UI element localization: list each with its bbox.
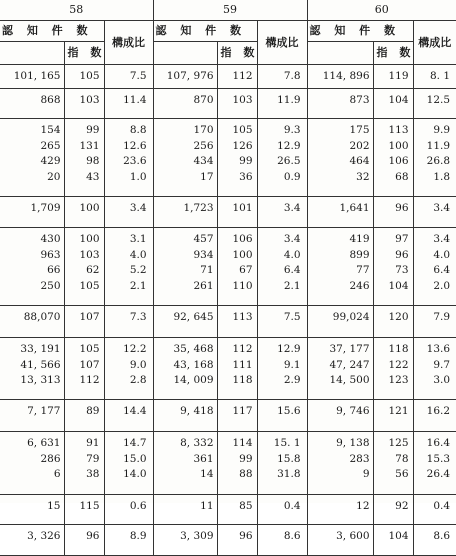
index-cell: 101 xyxy=(217,197,257,228)
data-row-group xyxy=(0,432,456,495)
count-cell: 1,641 xyxy=(307,197,373,228)
index-cell: 96 xyxy=(64,525,104,556)
ratio-cell: 14.7 15.0 14.0 xyxy=(104,432,153,495)
count-column-header: 認 知 件 数 xyxy=(153,21,257,42)
ratio-cell: 3.4 xyxy=(413,197,456,228)
count-cell: 3, 309 xyxy=(153,525,217,556)
index-cell: 100 103 62 105 xyxy=(64,228,104,306)
ratio-cell: 0.4 xyxy=(413,495,456,525)
count-cell: 175 202 464 32 xyxy=(307,119,373,197)
count-cell: 9, 138 283 9 xyxy=(307,432,373,495)
index-cell: 103 xyxy=(217,89,257,119)
ratio-cell: 7.5 xyxy=(257,306,307,338)
data-row-group xyxy=(0,197,456,228)
ratio-cell: 15. 1 15.8 31.8 xyxy=(257,432,307,495)
index-cell: 112 xyxy=(217,65,257,89)
ratio-cell: 15.6 xyxy=(257,400,307,432)
ratio-cell: 8.9 xyxy=(104,525,153,556)
index-cell: 115 xyxy=(64,495,104,525)
count-cell: 15 xyxy=(47,500,61,512)
year-header-58: 58 xyxy=(69,3,84,17)
year-header-60: 60 xyxy=(307,0,456,21)
ratio-cell: 9.9 11.9 26.8 1.8 xyxy=(413,119,456,197)
count-cell: 3, 326 xyxy=(27,530,61,542)
count-cell: 101, 165 xyxy=(13,70,61,82)
ratio-cell: 12.9 9.1 2.9 xyxy=(257,338,307,400)
data-row-group xyxy=(0,338,456,400)
index-cell: 89 xyxy=(64,400,104,432)
index-cell: 114 99 88 xyxy=(217,432,257,495)
count-cell: 92, 645 xyxy=(153,306,217,338)
ratio-cell: 14.4 xyxy=(104,400,153,432)
count-cell: 99,024 xyxy=(307,306,373,338)
index-cell: 104 xyxy=(373,89,413,119)
index-cell: 99 131 98 43 xyxy=(64,119,104,197)
count-cell: 107, 976 xyxy=(153,65,217,89)
ratio-cell: 7.5 xyxy=(104,65,153,89)
index-cell: 125 78 56 xyxy=(373,432,413,495)
ratio-cell: 12.5 xyxy=(413,89,456,119)
index-cell: 105 107 112 xyxy=(64,338,104,400)
index-cell: 96 xyxy=(217,525,257,556)
index-cell: 107 xyxy=(64,306,104,338)
count-cell: 873 xyxy=(307,89,373,119)
index-cell: 97 96 73 104 xyxy=(373,228,413,306)
count-cell: 88,070 xyxy=(23,311,61,323)
count-cell: 12 xyxy=(307,495,373,525)
index-cell: 112 111 118 xyxy=(217,338,257,400)
count-cell: 35, 468 43, 168 14, 009 xyxy=(153,338,217,400)
column-header-row xyxy=(0,21,456,42)
year-header-row xyxy=(0,0,456,21)
ratio-cell: 0.6 xyxy=(104,495,153,525)
count-cell: 114, 896 xyxy=(307,65,373,89)
index-cell: 118 122 123 xyxy=(373,338,413,400)
index-cell: 113 100 106 68 xyxy=(373,119,413,197)
count-cell: 154 265 429 20 xyxy=(40,124,61,183)
index-cell: 92 xyxy=(373,495,413,525)
count-cell: 1,709 xyxy=(30,202,61,214)
data-row-group xyxy=(0,306,456,338)
data-row-group xyxy=(0,495,456,525)
ratio-cell: 7.8 xyxy=(257,65,307,89)
ratio-cell: 11.4 xyxy=(104,89,153,119)
index-header-row xyxy=(0,42,456,65)
data-row-group xyxy=(0,119,456,197)
index-cell: 121 xyxy=(373,400,413,432)
count-cell: 170 256 434 17 xyxy=(153,119,217,197)
index-cell: 103 xyxy=(64,89,104,119)
count-cell: 7, 177 xyxy=(27,405,61,417)
count-cell: 3, 600 xyxy=(307,525,373,556)
index-cell: 104 xyxy=(373,525,413,556)
count-cell: 11 xyxy=(153,495,217,525)
ratio-cell: 9.3 12.9 26.5 0.9 xyxy=(257,119,307,197)
index-cell: 85 xyxy=(217,495,257,525)
count-cell: 419 899 77 246 xyxy=(307,228,373,306)
data-row-group xyxy=(0,400,456,432)
ratio-column-header: 構成比 xyxy=(413,21,456,65)
index-column-header: 指 数 xyxy=(217,42,257,65)
count-cell: 33, 191 41, 566 13, 313 xyxy=(20,343,61,387)
index-cell: 105 xyxy=(64,65,104,89)
count-column-header: 認 知 件 数 xyxy=(307,21,413,42)
ratio-cell: 7.3 xyxy=(104,306,153,338)
index-cell: 91 79 38 xyxy=(64,432,104,495)
data-row-group xyxy=(0,525,456,556)
ratio-cell: 7.9 xyxy=(413,306,456,338)
count-cell: 870 xyxy=(153,89,217,119)
data-row-group xyxy=(0,228,456,306)
ratio-cell: 3.4 4.0 6.4 2.0 xyxy=(413,228,456,306)
ratio-cell: 3.4 4.0 6.4 2.1 xyxy=(257,228,307,306)
count-cell: 9, 418 xyxy=(153,400,217,432)
count-column-header: 認 知 件 数 xyxy=(0,21,104,42)
ratio-cell: 12.2 9.0 2.8 xyxy=(104,338,153,400)
index-column-header: 指 数 xyxy=(373,42,413,65)
index-cell: 117 xyxy=(217,400,257,432)
count-cell: 430 963 66 250 xyxy=(40,233,61,292)
count-cell: 8, 332 361 14 xyxy=(153,432,217,495)
count-cell: 1,723 xyxy=(153,197,217,228)
ratio-cell: 0.4 xyxy=(257,495,307,525)
index-cell: 113 xyxy=(217,306,257,338)
data-row-group xyxy=(0,89,456,119)
ratio-cell: 11.9 xyxy=(257,89,307,119)
ratio-cell: 3.4 xyxy=(104,197,153,228)
year-header-59: 59 xyxy=(153,0,307,21)
ratio-cell: 8.8 12.6 23.6 1.0 xyxy=(104,119,153,197)
index-cell: 105 126 99 36 xyxy=(217,119,257,197)
index-cell: 106 100 67 110 xyxy=(217,228,257,306)
index-cell: 100 xyxy=(64,197,104,228)
index-column-header: 指 数 xyxy=(64,42,104,65)
count-cell: 868 xyxy=(40,94,61,106)
data-row-group xyxy=(0,65,456,89)
ratio-cell: 16.2 xyxy=(413,400,456,432)
count-cell: 37, 177 47, 247 14, 500 xyxy=(307,338,373,400)
index-cell: 96 xyxy=(373,197,413,228)
ratio-cell: 8. 1 xyxy=(413,65,456,89)
index-cell: 119 xyxy=(373,65,413,89)
count-cell: 457 934 71 261 xyxy=(153,228,217,306)
ratio-cell: 3.1 4.0 5.2 2.1 xyxy=(104,228,153,306)
ratio-column-header: 構成比 xyxy=(104,21,153,65)
count-cell: 9, 746 xyxy=(307,400,373,432)
ratio-cell: 8.6 xyxy=(413,525,456,556)
index-cell: 120 xyxy=(373,306,413,338)
ratio-cell: 16.4 15.3 26.4 xyxy=(413,432,456,495)
count-cell: 6, 631 286 6 xyxy=(27,437,61,481)
ratio-cell: 8.6 xyxy=(257,525,307,556)
ratio-cell: 3.4 xyxy=(257,197,307,228)
ratio-cell: 13.6 9.7 3.0 xyxy=(413,338,456,400)
ratio-column-header: 構成比 xyxy=(257,21,307,65)
